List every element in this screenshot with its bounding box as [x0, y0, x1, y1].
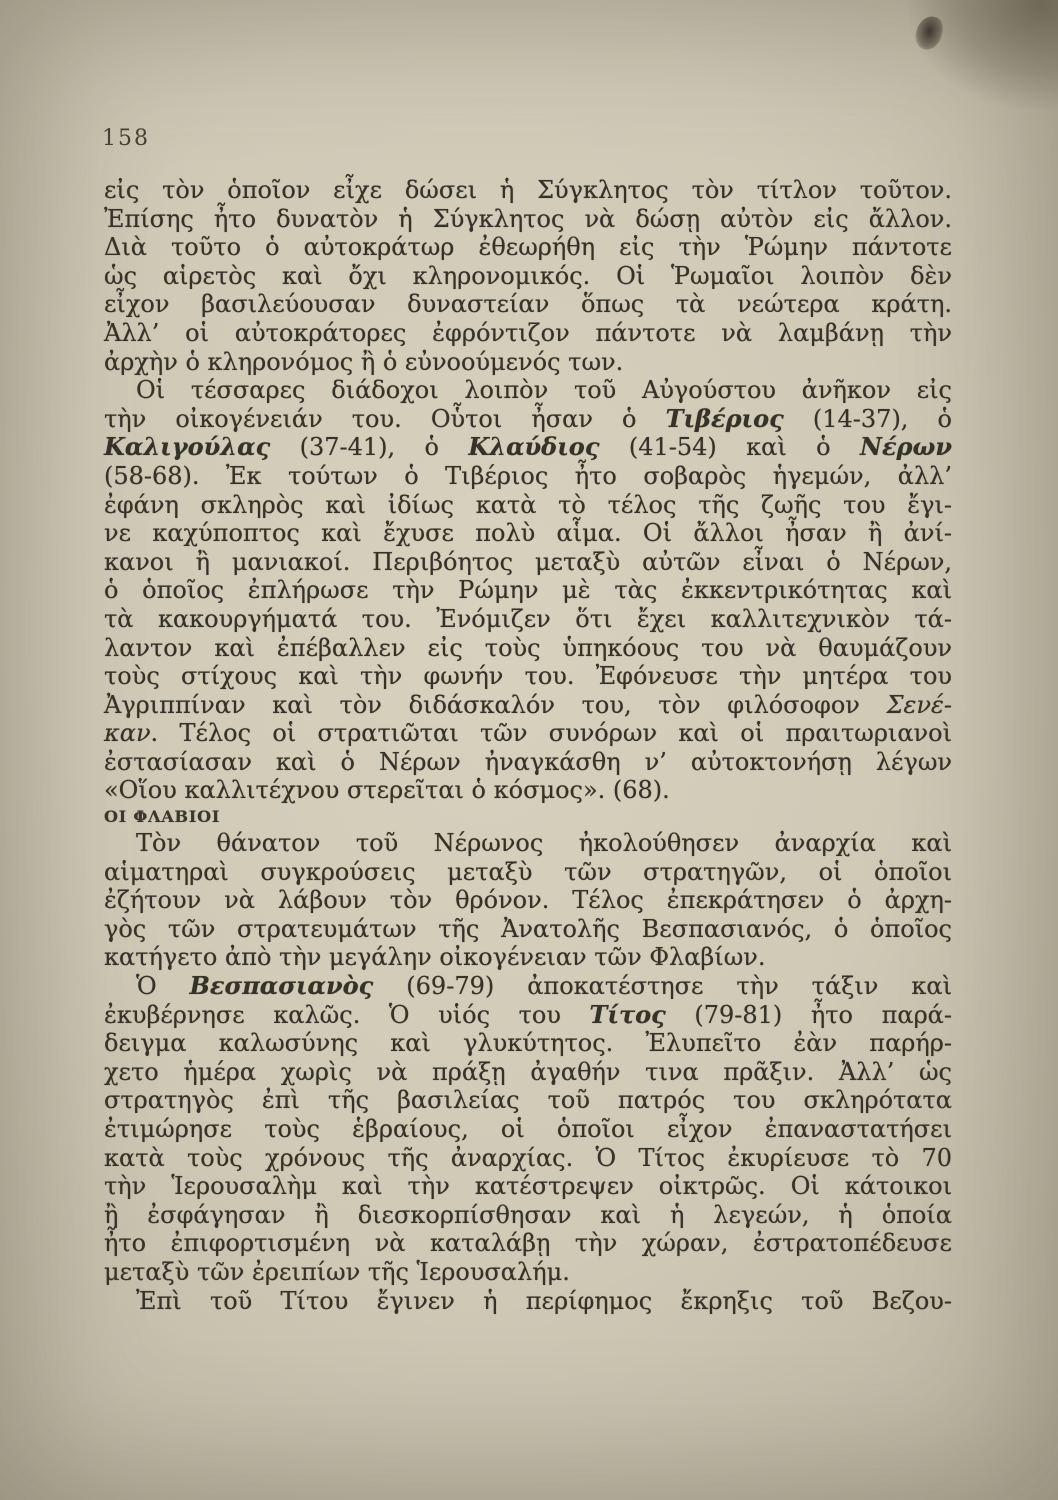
body-text: (14-37), ὁ: [783, 404, 952, 433]
emphasized-name: Κλαύδιος: [468, 432, 600, 462]
text-line: [104, 1172, 952, 1201]
text-line: [104, 462, 952, 491]
body-text: . Τέλος οἱ στρατιῶται τῶν συνόρων καὶ οἱ πραιτωριανοὶ: [150, 719, 952, 748]
body-text: (41-54) καὶ ὁ: [599, 433, 860, 462]
text-line: [104, 348, 952, 377]
body-text: δειγμα καλωσύνης καὶ γλυκύτητος. Ἐλυπεῖτο ἐὰν παρήρ-: [104, 1029, 952, 1058]
text-line: [104, 376, 952, 405]
text-line: [104, 319, 952, 348]
body-text: κατήγετο ἀπὸ τὴν μεγάλην οἰκογένειαν τῶν Φλαβίων.: [104, 943, 766, 972]
body-text: ἀρχὴν ὁ κληρονόμος ἢ ὁ εὐνοούμενός των.: [104, 347, 624, 376]
emphasized-name: Καλιγούλας: [104, 432, 271, 462]
text-line: [104, 748, 952, 777]
italic-text: καν: [104, 719, 151, 748]
text-line: [104, 262, 952, 291]
body-text: (58-68). Ἐκ τούτων ὁ Τιβέριος ἦτο σοβαρὸς ἡγεμών, ἀλλ’: [104, 461, 952, 490]
body-text: Ἀλλ’ οἱ αὐτοκράτορες ἐφρόντιζον πάντοτε νὰ λαμβάνῃ τὴν: [104, 318, 952, 347]
text-line: [104, 943, 952, 972]
text-line: [104, 915, 952, 944]
body-text: Ἀγριππίναν καὶ τὸν διδάσκαλόν του, τὸν φιλόσοφον: [104, 690, 887, 719]
body-text: μεταξὺ τῶν ἐρειπίων τῆς Ἱερουσαλήμ.: [104, 1257, 570, 1286]
text-line: [104, 1115, 952, 1144]
body-text: λαντον καὶ ἐπέβαλλεν εἰς τοὺς ὑπηκόους του νὰ θαυμάζουν: [104, 633, 952, 662]
body-text: Ὁ: [136, 972, 190, 1001]
text-line: [104, 719, 952, 748]
body-text: κανοι ἢ μανιακοί. Περιβόητος μεταξὺ αὐτῶν εἶναι ὁ Νέρων,: [104, 547, 952, 576]
body-text: ἐζήτουν νὰ λάβουν τὸν θρόνον. Τέλος ἐπεκράτησεν ὁ ἀρχη-: [104, 886, 952, 915]
section-heading: ΟΙ ΦΛΑΒΙΟΙ: [104, 807, 221, 827]
emphasized-name: Τιβέριος: [665, 403, 784, 433]
body-text: τοὺς στίχους καὶ τὴν φωνήν του. Ἐφόνευσε τὴν μητέρα του: [104, 662, 952, 691]
body-text: χετο ἡμέρα χωρὶς νὰ πράξῃ ἀγαθήν τινα πρᾶξιν. Ἀλλ’ ὡς: [104, 1057, 952, 1086]
text-line: [104, 1144, 952, 1173]
text-line: [104, 176, 952, 205]
text-line: [104, 1086, 952, 1115]
text-line: [104, 605, 952, 634]
text-line: [104, 433, 952, 462]
page-text: [104, 176, 952, 1315]
text-line: [104, 1201, 952, 1230]
body-text: κατὰ τοὺς χρόνους τῆς ἀναρχίας. Ὁ Τίτος ἐκυρίευσε τὸ 70: [104, 1143, 952, 1172]
emphasized-name: Βεσπασιανὸς: [189, 971, 374, 1001]
body-text: εἶχον βασιλεύουσαν δυναστείαν ὅπως τὰ νεώτερα κράτη.: [104, 290, 952, 319]
text-line: [104, 233, 952, 262]
body-text: στρατηγὸς ἐπὶ τῆς βασιλείας τοῦ πατρός του σκληρότατα: [104, 1086, 952, 1115]
body-text: (37-41), ὁ: [270, 433, 469, 462]
body-text: ἐστασίασαν καὶ ὁ Νέρων ἠναγκάσθη ν’ αὐτοκτονήσῃ λέγων: [104, 747, 952, 776]
italic-text: Σενέ-: [886, 690, 952, 719]
text-line: [104, 1258, 952, 1287]
text-line: [104, 491, 952, 520]
body-text: Ἐπὶ τοῦ Τίτου ἔγινεν ἡ περίφημος ἔκρηξις τοῦ Βεζου-: [136, 1286, 952, 1315]
body-text: εἰς τὸν ὁποῖον εἶχε δώσει ἡ Σύγκλητος τὸν τίτλον τοῦτον.: [104, 176, 952, 204]
text-line: [104, 205, 952, 234]
text-line: [104, 576, 952, 605]
body-text: ἐφάνη σκληρὸς καὶ ἰδίως κατὰ τὸ τέλος τῆς ζωῆς του ἔγι-: [104, 490, 952, 519]
body-text: ἦτο ἐπιφορτισμένη νὰ καταλάβῃ τὴν χώραν, ἐστρατοπέδευσε: [104, 1229, 952, 1258]
text-line: [104, 776, 952, 805]
body-text: ἐκυβέρνησε καλῶς. Ὁ υἱός του: [104, 1000, 590, 1029]
text-line: [104, 1229, 952, 1258]
page-number: 158: [102, 126, 150, 151]
text-line: [104, 1287, 952, 1316]
text-line: [104, 405, 952, 434]
text-line: [104, 1058, 952, 1087]
text-line: [104, 829, 952, 858]
body-text: Τὸν θάνατον τοῦ Νέρωνος ἠκολούθησεν ἀναρχία καὶ: [136, 829, 952, 858]
body-text: αἱματηραὶ συγκρούσεις μεταξὺ τῶν στρατηγῶν, οἱ ὁποῖοι: [104, 857, 952, 886]
text-line: [104, 519, 952, 548]
text-line: [104, 691, 952, 720]
emphasized-name: Τίτος: [589, 999, 666, 1029]
body-text: τὴν Ἱερουσαλὴμ καὶ τὴν κατέστρεψεν οἰκτρῶς. Οἱ κάτοικοι: [104, 1172, 952, 1201]
body-text: ἐτιμώρησε τοὺς ἑβραίους, οἱ ὁποῖοι εἶχον ἐπαναστατήσει: [104, 1115, 952, 1143]
text-line: [104, 634, 952, 663]
emphasized-name: Νέρων: [860, 432, 952, 462]
text-line: [104, 886, 952, 915]
body-text: Διὰ τοῦτο ὁ αὐτοκράτωρ ἐθεωρήθη εἰς τὴν Ῥώμην πάντοτε: [104, 233, 952, 262]
body-text: Ἐπίσης ἦτο δυνατὸν ἡ Σύγκλητος νὰ δώσῃ αὐτὸν εἰς ἄλλον.: [104, 204, 952, 233]
text-line: [104, 858, 952, 887]
body-text: ἢ ἐσφάγησαν ἢ διεσκορπίσθησαν καὶ ἡ λεγεών, ἡ ὁποία: [104, 1200, 952, 1229]
body-text: «Οἵου καλλιτέχνου στερεῖται ὁ κόσμος». (68).: [104, 776, 670, 805]
text-line: [104, 548, 952, 577]
body-text: Οἱ τέσσαρες διάδοχοι λοιπὸν τοῦ Αὐγούστου ἀνῆκον εἰς: [136, 376, 952, 405]
body-text: (69-79) ἀποκατέστησε τὴν τάξιν καὶ: [373, 972, 952, 1001]
body-text: τὰ κακουργήματά του. Ἐνόμιζεν ὅτι ἔχει καλλιτεχνικὸν τά-: [104, 604, 952, 633]
body-text: νε καχύποπτος καὶ ἔχυσε πολὺ αἷμα. Οἱ ἄλλοι ἦσαν ἢ ἀνί-: [104, 519, 952, 548]
body-text: ὡς αἱρετὸς καὶ ὄχι κληρονομικός. Οἱ Ῥωμαῖοι λοιπὸν δὲν: [104, 261, 952, 290]
body-text: γὸς τῶν στρατευμάτων τῆς Ἀνατολῆς Βεσπασιανός, ὁ ὁποῖος: [104, 914, 952, 943]
text-line: [104, 1001, 952, 1030]
text-line: [104, 972, 952, 1001]
text-line: [104, 290, 952, 319]
body-text: ὁ ὁποῖος ἐπλήρωσε τὴν Ρώμην μὲ τὰς ἐκκεντρικότητας καὶ: [104, 576, 952, 605]
text-line: [104, 662, 952, 691]
body-text: τὴν οἰκογένειάν του. Οὗτοι ἦσαν ὁ: [104, 404, 666, 433]
text-line: [104, 1029, 952, 1058]
body-text: (79-81) ἦτο παρά-: [665, 1000, 952, 1029]
